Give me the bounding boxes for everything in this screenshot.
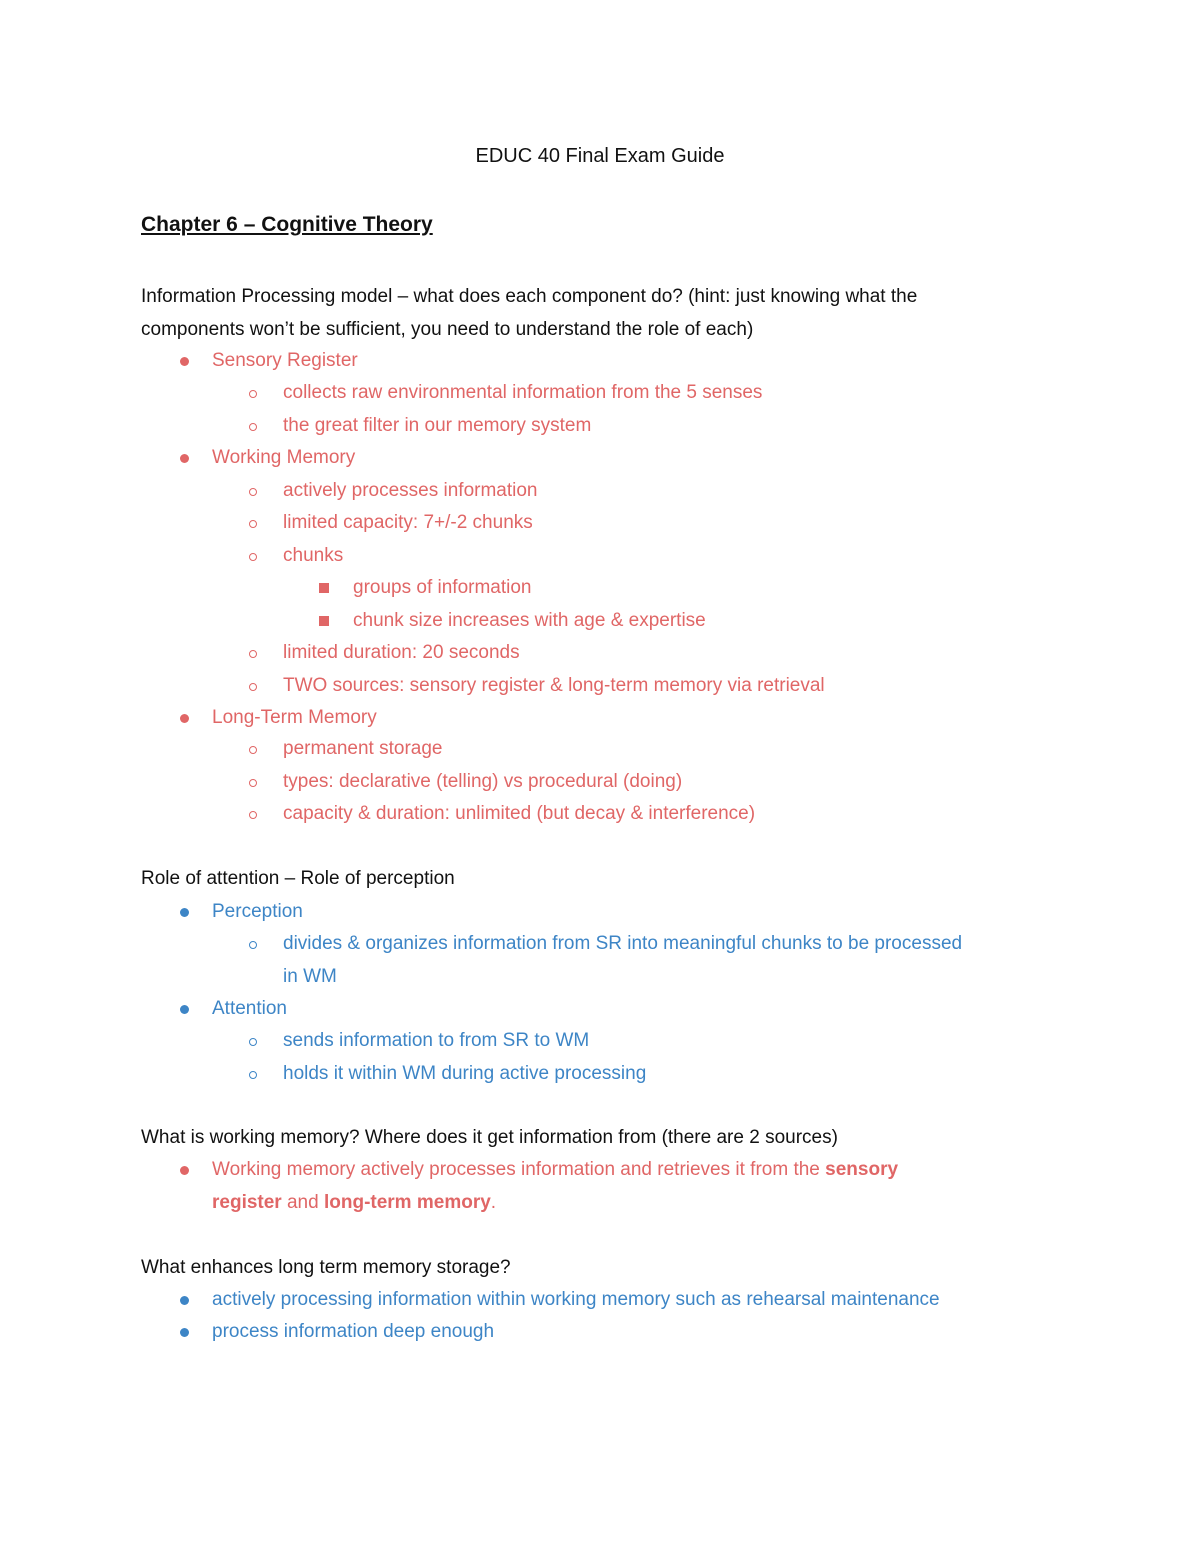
list-item-text (212, 706, 377, 730)
text-segment: Sensory Register (212, 350, 358, 371)
text-segment: types: declarative (telling) vs procedural (doing) (283, 771, 683, 792)
bullet-circle-icon (249, 1038, 257, 1046)
list-bullet (180, 446, 189, 470)
bullet-circle-icon (249, 390, 257, 398)
bullet-circle-icon (249, 746, 257, 754)
bullet-disc-icon (180, 908, 189, 917)
bullet-disc-icon (180, 1005, 189, 1014)
list-item-text (212, 349, 358, 373)
list-bullet (249, 802, 257, 826)
text-segment: permanent storage (283, 738, 443, 759)
bold-text: sensory (825, 1159, 899, 1180)
list-item-text (283, 770, 682, 794)
list-item-text (283, 414, 591, 438)
list-bullet (249, 770, 257, 794)
text-segment: process information deep enough (212, 1321, 495, 1342)
text-segment: groups of information (353, 577, 532, 598)
text-segment: TWO sources: sensory register & long-term memory via retrieval (283, 675, 825, 696)
text-segment: components won’t be sufficient, you need to understand the role of each) (141, 319, 754, 340)
text-segment: actively processes information (283, 480, 538, 501)
list-item-text (212, 1158, 898, 1182)
bullet-disc-icon (180, 1328, 189, 1337)
bullet-circle-icon (249, 650, 257, 658)
text-segment: What is working memory? Where does it get information from (there are 2 sources) (141, 1127, 838, 1148)
bullet-circle-icon (249, 683, 257, 691)
list-item-text (283, 802, 755, 826)
text-segment: chunk size increases with age & expertise (353, 610, 706, 631)
text-segment: Long-Term Memory (212, 707, 377, 728)
bullet-disc-icon (180, 714, 189, 723)
list-item-text (283, 965, 337, 989)
bold-text: register (212, 1192, 282, 1213)
list-item-text (353, 609, 706, 633)
text-segment: sends information to from SR to WM (283, 1030, 590, 1051)
text-segment: What enhances long term memory storage? (141, 1257, 511, 1278)
list-bullet (180, 706, 189, 730)
text-segment: Working Memory (212, 447, 356, 468)
text-segment: Working memory actively processes information and retrieves it from the (212, 1159, 826, 1180)
chapter-heading: Chapter 6 – Cognitive Theory (141, 213, 433, 236)
list-bullet (180, 900, 189, 924)
question-text (141, 285, 917, 309)
text-segment: holds it within WM during active processing (283, 1063, 647, 1084)
bullet-circle-icon (249, 941, 257, 949)
document-title: EDUC 40 Final Exam Guide (475, 145, 725, 167)
list-item-text (212, 900, 303, 924)
question-text (141, 318, 753, 342)
text-segment: limited capacity: 7+/-2 chunks (283, 512, 533, 533)
text-segment: . (490, 1192, 497, 1213)
bold-text: long-term memory (323, 1192, 491, 1213)
list-bullet (249, 414, 257, 438)
list-item-text (283, 737, 443, 761)
text-segment: limited duration: 20 seconds (283, 642, 520, 663)
list-item-text (212, 997, 287, 1021)
list-bullet (180, 1158, 189, 1182)
list-bullet (249, 932, 257, 956)
list-item-text (283, 932, 962, 956)
list-item-text (283, 381, 762, 405)
bullet-circle-icon (249, 553, 257, 561)
list-bullet (249, 381, 257, 405)
question-text (141, 867, 455, 891)
bullet-disc-icon (180, 1166, 189, 1175)
text-segment: in WM (283, 966, 337, 987)
list-bullet (180, 1288, 189, 1312)
text-segment: Role of attention – Role of perception (141, 868, 455, 889)
bullet-disc-icon (180, 1296, 189, 1305)
list-bullet (249, 737, 257, 761)
bullet-disc-icon (180, 454, 189, 463)
bullet-square-icon (319, 583, 329, 593)
text-segment: Perception (212, 901, 303, 922)
text-segment: actively processing information within working memory such as rehearsal maintenance (212, 1289, 940, 1310)
list-bullet (249, 511, 257, 535)
bullet-circle-icon (249, 423, 257, 431)
list-bullet (180, 997, 189, 1021)
list-item-text (283, 1062, 646, 1086)
list-bullet (249, 544, 257, 568)
list-item-text (212, 1320, 494, 1344)
list-item-text (283, 641, 520, 665)
list-item-text (212, 1288, 940, 1312)
bullet-circle-icon (249, 488, 257, 496)
text-segment: and (281, 1192, 324, 1213)
list-item-text (283, 544, 343, 568)
text-segment: capacity & duration: unlimited (but decay & interference) (283, 803, 756, 824)
list-item-text (212, 1191, 496, 1215)
bullet-circle-icon (249, 779, 257, 787)
bullet-circle-icon (249, 1071, 257, 1079)
question-text (141, 1126, 838, 1150)
list-bullet (249, 1029, 257, 1053)
list-bullet (249, 674, 257, 698)
list-bullet (249, 641, 257, 665)
bullet-square-icon (319, 616, 329, 626)
bullet-disc-icon (180, 357, 189, 366)
text-segment: the great filter in our memory system (283, 415, 592, 436)
list-item-text (283, 674, 825, 698)
list-bullet (249, 1062, 257, 1086)
list-bullet (180, 1320, 189, 1344)
list-item-text (283, 479, 538, 503)
list-bullet (319, 576, 329, 600)
text-segment: divides & organizes information from SR into meaningful chunks to be processed (283, 933, 963, 954)
text-segment: Attention (212, 998, 287, 1019)
question-text (141, 1256, 511, 1280)
list-item-text (212, 446, 355, 470)
text-segment: chunks (283, 545, 344, 566)
list-bullet (319, 609, 329, 633)
list-item-text (283, 511, 533, 535)
list-item-text (283, 1029, 589, 1053)
list-item-text (353, 576, 532, 600)
list-bullet (249, 479, 257, 503)
bullet-circle-icon (249, 811, 257, 819)
text-segment: Information Processing model – what does each component do? (hint: just knowing what the (141, 286, 918, 307)
list-bullet (180, 349, 189, 373)
bullet-circle-icon (249, 520, 257, 528)
text-segment: collects raw environmental information from the 5 senses (283, 382, 763, 403)
